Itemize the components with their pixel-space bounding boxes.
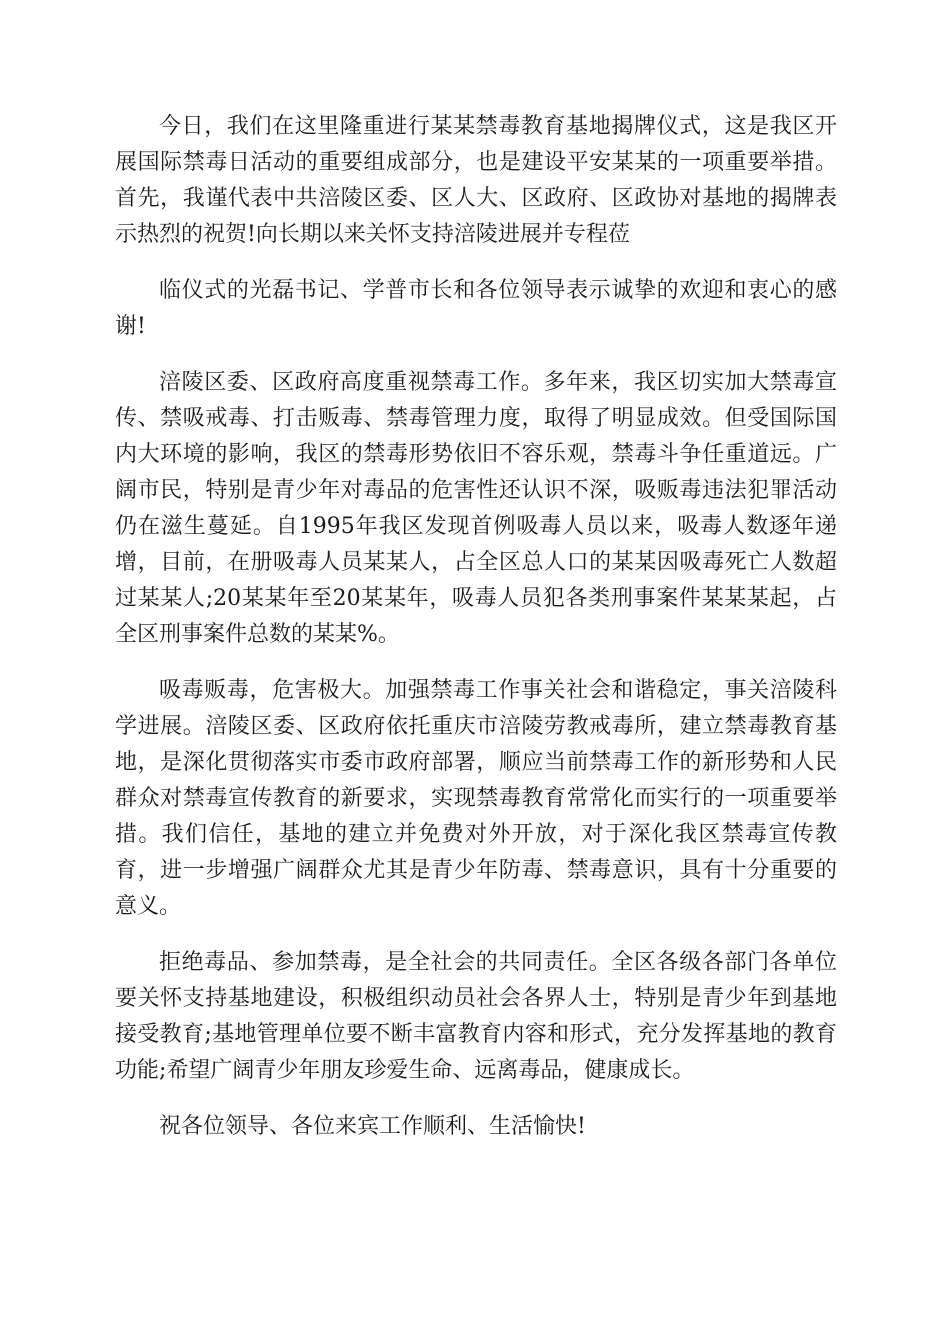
paragraph-responsibility: 拒绝毒品、参加禁毒，是全社会的共同责任。全区各级各部门各单位要关怀支持基地建设，积极组织动员社会各界人士，特别是青少年到基地接受教育;基地管理单位要不断丰富教育内容和形式，充分发挥基地的教育功能;希望广阔青少年朋友珍爱生命、远离毒品，健康成长。	[115, 950, 837, 1083]
paragraph-situation: 涪陵区委、区政府高度重视禁毒工作。多年来，我区切实加大禁毒宣传、禁吸戒毒、打击贩毒、禁毒管理力度，取得了明显成效。但受国际国内大环境的影响，我区的禁毒形势依旧不容乐观，禁毒斗争任重道远。广阔市民，特别是青少年对毒品的危害性还认识不深，吸贩毒违法犯罪活动仍在滋生蔓延。自1995年我区发现首例吸毒人员以来，吸毒人数逐年递增，目前，在册吸毒人员某某人，占全区总人口的某某因吸毒死亡人数超过某某人;20某某年至20某某年，吸毒人员犯各类刑事案件某某某起，占全区刑事案件总数的某某%。	[115, 370, 837, 647]
paragraph-closing: 祝各位领导、各位来宾工作顺利、生活愉快!	[159, 1114, 586, 1139]
document-body	[115, 109, 837, 1165]
paragraph-thanks: 临仪式的光磊书记、学普市长和各位领导表示诚挚的欢迎和衷心的感谢!	[115, 278, 837, 339]
paragraph-significance: 吸毒贩毒，危害极大。加强禁毒工作事关社会和谐稳定，事关涪陵科学进展。涪陵区委、区政府依托重庆市涪陵劳教戒毒所，建立禁毒教育基地，是深化贯彻落实市委市政府部署，顺应当前禁毒工作的新形势和人民群众对禁毒宣传教育的新要求，实现禁毒教育常常化而实行的一项重要举措。我们信任，基地的建立并免费对外开放，对于深化我区禁毒宣传教育，进一步增强广阔群众尤其是青少年防毒、禁毒意识，具有十分重要的意义。	[115, 678, 837, 919]
paragraph-opening: 今日，我们在这里隆重进行某某禁毒教育基地揭牌仪式，这是我区开展国际禁毒日活动的重要组成部分，也是建设平安某某的一项重要举措。首先，我谨代表中共涪陵区委、区人大、区政府、区政协对基地的揭牌表示热烈的祝贺!向长期以来关怀支持涪陵进展并专程莅	[115, 114, 837, 247]
